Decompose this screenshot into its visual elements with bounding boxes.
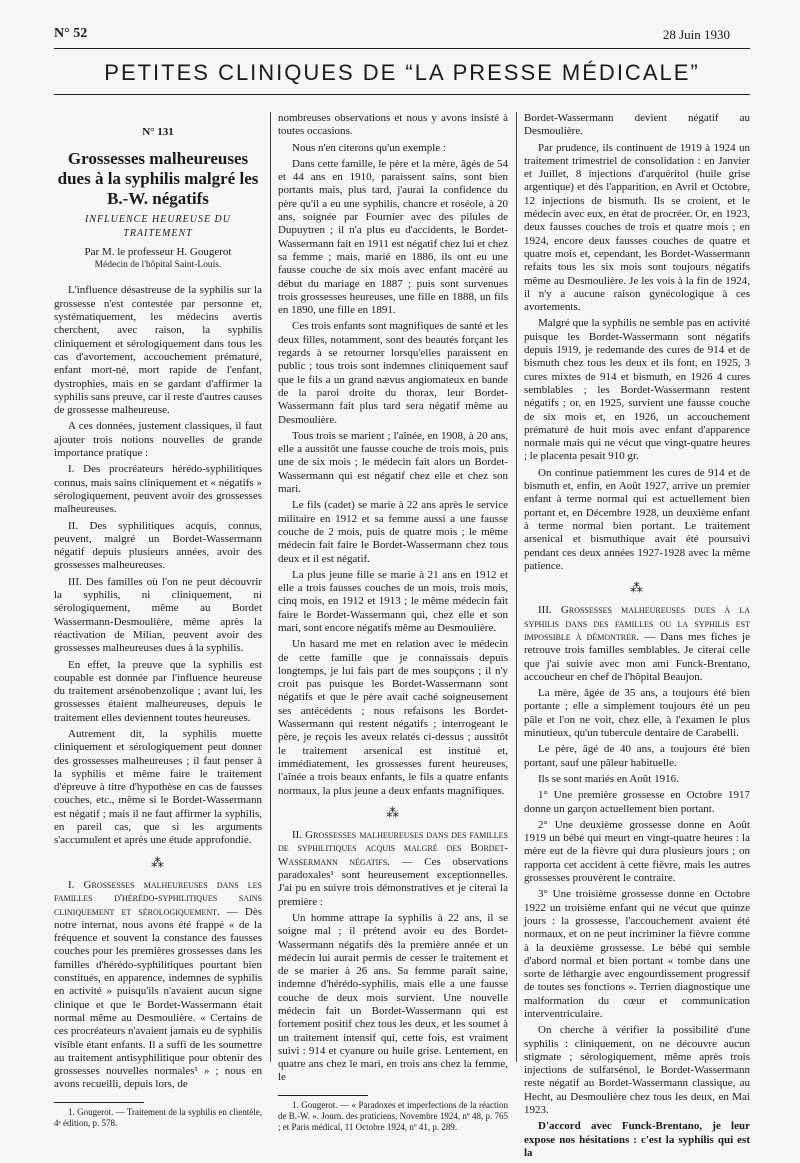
paragraph: La plus jeune fille se marie à 21 ans en 1912 et elle a trois fausses couches de un mois, trois mois, cinq mois, en 1912 et 1913 ; le même médecin fait faire le Bordet-Wassermann qui, chez elle et son mari, sont encore négatifs même au Desmoulière.: [278, 568, 508, 634]
issue-date: 28 Juin 1930: [662, 27, 730, 42]
paragraph: Ils se sont mariés en Août 1916.: [538, 772, 679, 785]
paragraph: Ces trois enfants sont magnifiques de santé et les deux filles, notamment, sont des beautés forçant les regards à se retourner lorsqu'elles paraissent en public ; tous trois sont indemnes cliniquement sauf que le fils a un grand nævus angiomateux en bande de la paroi droite du thorax, leur Bordet-Wassermann fait plus tard sera négatif même au Desmoulière.: [278, 320, 508, 426]
paragraph: I. Des procréateurs hérédo-syphilitiques connus, mais sains cliniquement et « négatifs » sérologiquement, peuvent avoir des grossesses malheureuses.: [54, 463, 262, 516]
column-divider: [516, 112, 517, 1062]
section-separator: ⁂: [386, 804, 400, 820]
footnote-rule: [54, 1102, 144, 1103]
section-paragraph: [54, 879, 262, 1092]
paragraph: Dans cette famille, le père et la mère, âgés de 54 et 44 ans en 1910, paraissent sains, sont bien portants mais, plus tard, j'aurai la confidence du père qu'il a eu une syphilis, chancre et roséole, à 20 ans, soignée par Fournier avec des pilules de Dupuytren ; il n'a plus eu d'accidents, le Bordet-Wassermann fait en 1911 est négatif chez lui et chez sa femme ; mais, marié en 1886, ils ont eu une fausse couche de six mois avec enfant macéré au début du mariage en 1887 ; puis sont survenues trois grossesses heureuses, une fille en 1888, un fils en 1890, une fille en 1891.: [278, 157, 508, 317]
section-paragraph: [524, 604, 750, 684]
paragraph: Autrement dit, la syphilis muette cliniquement et sérologiquement peut donner des grossesses malheureuses ; il faut penser à la syphilis et même faire le traitement d'épreuve à titre d'hypothèse en cas de fausses couches, etc., même si le Bordet-Wassermann est négatif ; mais il ne faut affirmer la syphilis, en pareil cas, que si les arguments s'accumulent et après une étude approfondie.: [54, 727, 262, 847]
column-1: [54, 112, 262, 1132]
page-number: N° 52: [54, 26, 88, 41]
section-paragraph: [278, 829, 508, 909]
paragraph: L'influence désastreuse de la syphilis sur la grossesse n'est contestée par personne et, systématiquement, les médecins avertis cherchent, avec raison, la syphilis cliniquement et sérologiquement dans tous les cas d'avortement, accouchement prématuré, enfant mort-né, mort rapide de l'enfant, dystrophies, mais en se gardant d'affirmer la syphilis sans preuve, car il reste d'autres causes de grossesse malheureuse.: [54, 284, 262, 417]
article-subtitle: INFLUENCE HEUREUSE DU TRAITEMENT: [85, 214, 231, 239]
paragraph: Tous trois se marient ; l'aînée, en 1908, à 20 ans, elle a aussitôt une fausse couche de trois mois, puis une de six mois ; le médecin fait alors un Bordet-Wassermann qui est négatif chez elle et chez son mari.: [278, 429, 508, 496]
paragraph: Bordet-Wassermann devient négatif au Desmoulière.: [524, 112, 750, 138]
paragraph: En effet, la preuve que la syphilis est coupable est donnée par l'influence heureuse du traitement arsénobenzolique ; avant lui, les grossesses étaient malheureuses, depuis le traitement elles deviennent toutes heureuses.: [54, 658, 262, 724]
footnote: 1. Gougerot. — Traitement de la syphilis en clientèle, 4ᵉ édition, p. 578.: [54, 1106, 262, 1128]
column-2: [278, 112, 508, 1136]
paragraph: Le père, âgé de 40 ans, a toujours été bien portant, sauf une pâleur habituelle.: [524, 743, 750, 769]
paragraph: 1° Une première grossesse en Octobre 1917 donne un garçon actuellement bien portant.: [524, 789, 750, 815]
paragraph: 3° Une troisième grossesse donne en Octobre 1922 un troisième enfant qui ne vécut que quinze jours : la grossesse, l'accouchement avaient été normaux, et on ne peut incriminer la fièvre comme à la deuxième grossesse. Le bébé qui semble d'abord normal et bien portant « tombe dans une sorte de léthargie avec engourdissement progressif de toutes ses fonctions ». Terrien diagnostique une malformation du cœur et communication interventriculaire.: [524, 888, 750, 1020]
paragraph: A ces données, justement classiques, il faut ajouter trois notions nouvelles de grande importance pratique :: [54, 420, 262, 460]
section-separator: ⁂: [151, 854, 165, 870]
section-text: — Dès notre internat, nous avons été frappé « de la fréquence et souvent la constance des fausses couches pour les premières grossesses dans les familles d'hérédo-syphilitiques pourtant bien constitués, en apparence, indemnes de syphilis en activité » puisqu'ils n'avaient aucun signe clinique et que le Bordet-Wassermann était normal même au Desmoulière. « Certains de ces procréateurs n'avaient jamais eu de syphilis visible étant enfants. Il a suffi de les soumettre au traitement antisyphilitique pour obtenir des grossesses nouvelles normales¹ » ; nous en avons recueilli, depuis lors, de: [54, 905, 262, 1091]
column-divider: [270, 112, 271, 1062]
column-3: [524, 112, 750, 1163]
paragraph: D'accord avec Funck-Brentano, je leur expose nos hésitations : c'est la syphilis qui est la: [524, 1120, 750, 1159]
paragraph: Un homme attrape la syphilis à 22 ans, il se soigne mal ; il prétend avoir eu des Bordet-Wassermann négatifs dès la première année et un médecin lui aurait permis de cesser le traitement et de se marier à 26 ans. Sa femme paraît saine, indemne d'hérédo-syphilis, mais elle a une fausse couche de deux mois survient. Une nouvelle médecin fait un Bordet-Wassermann qui est fortement positif chez tous les deux, et les soumet à un traitement intensif qui, cette fois, est vraiment suivi : 914 et cyanure ou huile grise. Lentement, en quatre ans chez le mari, en trois ans chez la femme, le: [278, 911, 508, 1084]
paragraph: 2° Une deuxième grossesse donne en Août 1919 un bébé qui meurt en vingt-quatre heures : la mère eut de la fièvre qui dura plusieurs jours ; on rapporta cet accident à cette fièvre, mais les autres grossesses prouvèrent le contraire.: [524, 818, 750, 885]
article-number: N° 131: [142, 126, 174, 138]
paragraph: Un hasard me met en relation avec le médecin de cette famille que je connaissais depuis longtemps, je lui fais part de mes soupçons ; il n'y croit pas puisque les Bordet-Wassermann sont négatifs et que le père avait caché soigneusement ses antécédents ; nous refaisons les Bordet-Wassermann qui restent négatifs ; interrogeant le père, je reçois les aveux relatés ci-dessus ; aussitôt le traitement arsenical est institué et, immédiatement, les grossesses furent heureuses, l'aînée a trois beaux enfants, le fils a quatre enfants normaux, la plus jeune a deux enfants magnifiques.: [278, 638, 508, 797]
article-title: Grossesses malheureuses dues à la syphilis malgré les B.-W. négatifs: [57, 149, 259, 209]
header-rule: [54, 48, 750, 49]
paragraph: II. Des syphilitiques acquis, connus, peuvent, malgré un Bordet-Wassermann négatif depuis plusieurs années, avoir des grossesses malheureuses.: [54, 519, 262, 572]
article-author: Par M. le professeur H. Gougerot: [84, 245, 232, 258]
section-banner: PETITES CLINIQUES DE “LA PRESSE MÉDICALE”: [104, 60, 700, 85]
section-text: — Dans mes fiches je retrouve trois familles semblables. Je citerai celle que j'ai suivie avec mon ami Funck-Brentano, accoucheur en chef de l'hôpital Beaujon.: [524, 630, 751, 683]
author-affiliation: Médecin de l'hôpital Saint-Louis.: [94, 260, 222, 271]
paragraph: Nous n'en citerons qu'un exemple :: [292, 141, 446, 154]
paragraph: La mère, âgée de 35 ans, a toujours été bien portante ; elle a simplement toujours été un peu pâle et l'on ne voit, chez elle, à l'examen le plus minutieux, qu'un tubercule dentaire de Carabelli.: [524, 687, 750, 740]
footnote: 1. Gougerot. — « Paradoxes et imperfections de la réaction de B.-W. ». Journ. des praticiens, Novembre 1924, nº 48, p. 765 ; et Paris médical, 11 Octobre 1924, nº 41, p. 289.: [278, 1099, 508, 1132]
section-heading: I. Grossesses malheureuses dans les familles d'hérédo-syphilitiques sains cliniquement et sérologiquement.: [54, 878, 262, 918]
paragraph: On cherche à vérifier la possibilité d'une syphilis : cliniquement, on ne découvre aucun stigmate ; sérologiquement, même après trois injections de sulfarsénol, le Bordet-Wassermann reste négatif au Bordet-Wassermann classique, au Hecht, au Desmoulière chez tous les deux, en Mai 1923.: [524, 1024, 750, 1117]
paragraph: Par prudence, ils continuent de 1919 à 1924 un traitement trimestriel de consolidation : en Janvier et Juillet, 8 injections d'arquéritol (huile grise argentique) et dès l'apparition, en Avril et Octobre, 12 injections de bismuth. Ils se croient, et le médecin avec eux, en état de procréer. Or, en 1923, deux fausses couches de trois et quatre mois ; en 1924, encore deux fausses couches de quatre et quatre mois et, cependant, les Bordet-Wassermann refaits tous les six mois sont toujours négatifs même au Desmoulière. Je les vois à la fin de 1924, il n'y a aucune raison gynécologique à ces avortements.: [524, 141, 750, 314]
section-heading: III. Grossesses malheureuses dues à la syphilis dans des familles ou la syphilis est impossible à démontrer.: [524, 604, 750, 643]
section-separator: ⁂: [630, 580, 644, 596]
banner-rule: [54, 94, 750, 95]
section-text: — Ces observations paradoxales¹ sont heureusement exceptionnelles. J'ai pu en suivre trois démonstratives et je citerai la première :: [278, 855, 508, 908]
footnote-rule: [278, 1095, 368, 1096]
paragraph: nombreuses observations et nous y avons insisté à toutes occasions.: [278, 112, 508, 138]
section-heading: II. Grossesses malheureuses dans des familles de syphilitiques acquis malgré des Bordet-Wassermann négatifs.: [278, 829, 508, 868]
paragraph: On continue patiemment les cures de 914 et de bismuth et, enfin, en Août 1927, arrive un premier enfant à terme normal qui est actuellement bien portant et, en Décembre 1928, un deuxième enfant à terme normal bien portant. Le traitement arsenical et bismuthique avait été poursuivi pendant ces deux années 1927-1928 avec la même patience.: [524, 466, 750, 572]
paragraph: Le fils (cadet) se marie à 22 ans après le service militaire en 1912 et sa femme aussi a une fausse couche de 2 mois, puis de quatre mois ; le même médecin fait faire le Bordet-Wassermann chez tous deux et il est négatif.: [278, 499, 508, 565]
paragraph: III. Des familles où l'on ne peut découvrir la syphilis, ni cliniquement, ni sérologiquement, même au Bordet Wassermann-Desmoulière, même après la réactivation de Milian, peuvent avoir des grossesses malheureuses dues à la syphilis.: [54, 575, 262, 655]
paragraph: Malgré que la syphilis ne semble pas en activité puisque les Bordet-Wassermann sont négatifs depuis 1919, je redemande des cures de 914 et de bismuth chez tous les deux et ils font, en 1925, 3 cures mixtes de 914 et bismuth, en 1926 4 cures semblables ; les Bordet-Wassermann restent négatifs ; or, en 1925, survient une fausse couche de six mois et, en 1926, un accouchement prématuré de huit mois avec enfant d'apparence normale mais qui ne vécut que vingt-quatre heures ; le placenta pesait 910 gr.: [524, 317, 750, 463]
